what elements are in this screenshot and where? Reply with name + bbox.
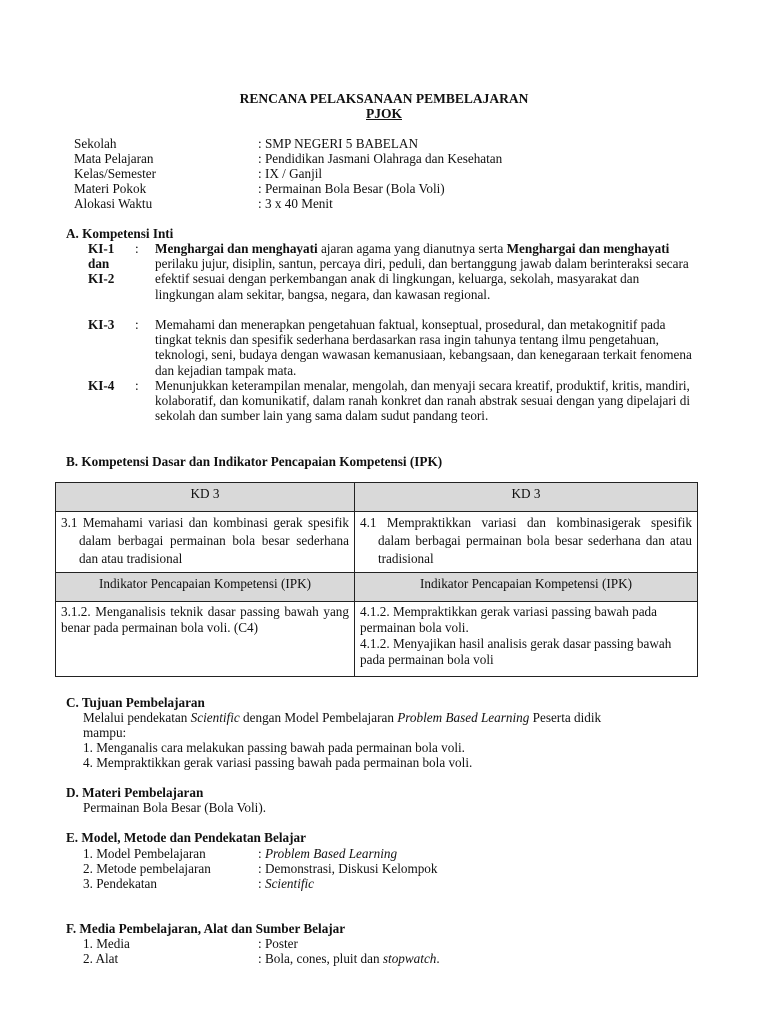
- kd-right-text: 4.1 Mempraktikkan variasi dan kombinasigerak spesifik dalam berbagai permainan bola besar sederhana dan atau tradisional: [360, 515, 692, 566]
- ki3-colon: :: [135, 317, 139, 332]
- ki1-text: [155, 241, 700, 302]
- intro-text-1: Melalui pendekatan: [83, 710, 191, 725]
- ki1-bold-1: Menghargai dan menghayati: [155, 241, 318, 256]
- identity-value: : SMP NEGERI 5 BABELAN: [258, 136, 418, 151]
- ki1-label-dan: dan: [88, 256, 110, 271]
- ki4-colon: :: [135, 378, 139, 393]
- identity-label: Alokasi Waktu: [74, 196, 153, 211]
- ki4-label: KI-4: [88, 378, 115, 393]
- model-value: Problem Based Learning: [264, 846, 398, 861]
- section-a-heading: A. Kompetensi Inti: [66, 226, 174, 241]
- section-d-heading: D. Materi Pembelajaran: [66, 785, 204, 800]
- ki1-bold-2: Menghargai dan menghayati: [506, 241, 670, 256]
- ki1-text-2: perilaku jujur, disiplin, santun, percaya diri, peduli, dan bertanggung jawab dalam berinteraksi secara efektif sesuai dengan perkembangan anak di lingkungan, keluarga, sekolah, masyarakat dan lingkungan alam sekitar, bangsa, negara, dan kawasan regional.: [155, 256, 689, 302]
- kd-table: [55, 482, 698, 677]
- kd-cell-left: [56, 512, 355, 573]
- intro-text-3: Peserta didik: [529, 710, 602, 725]
- section-e-row-value: [258, 876, 314, 891]
- ki4-text: Menunjukkan keterampilan menalar, mengolah, dan menyaji secara kreatif, produktif, kritis, mandiri, kolaboratif, dan komunikatif, dalam ranah konkret dan ranah abstrak sesuai dengan yang dipelajari di sekolah dan sumber lain yang sama dalam sudut pandang teori.: [155, 378, 691, 424]
- metode-value: Demonstrasi, Diskusi Kelompok: [264, 861, 438, 876]
- document-title: RENCANA PELAKSANAAN PEMBELAJARAN: [239, 91, 529, 106]
- section-d-text: Permainan Bola Besar (Bola Voli).: [83, 800, 267, 815]
- alat-end: .: [436, 951, 440, 966]
- section-e-row-value: [258, 861, 438, 876]
- kd-header-left: KD 3: [56, 483, 355, 512]
- section-f-alat-label: 2. Alat: [83, 951, 119, 966]
- identity-label: Mata Pelajaran: [74, 151, 154, 166]
- colon: :: [258, 846, 265, 861]
- ipk-cell-right: [355, 602, 698, 677]
- section-c-intro-line2: mampu:: [83, 725, 127, 740]
- kd-header-right: KD 3: [355, 483, 698, 512]
- kd-left-text: 3.1 Memahami variasi dan kombinasi gerak spesifik dalam berbagai permainan bola besar sederhana dan atau tradisional: [61, 515, 349, 566]
- identity-label: Sekolah: [74, 136, 117, 151]
- identity-value: : 3 x 40 Menit: [258, 196, 333, 211]
- section-b-heading: B. Kompetensi Dasar dan Indikator Pencapaian Kompetensi (IPK): [66, 454, 443, 469]
- ki3-label: KI-3: [88, 317, 115, 332]
- alat-italic: stopwatch: [382, 951, 437, 966]
- section-c-heading: C. Tujuan Pembelajaran: [66, 695, 205, 710]
- section-e-row-label: 1. Model Pembelajaran: [83, 846, 206, 861]
- identity-value: : Pendidikan Jasmani Olahraga dan Kesehatan: [258, 151, 503, 166]
- intro-text-2: dengan Model Pembelajaran: [239, 710, 398, 725]
- intro-italic-2: Problem Based Learning: [397, 710, 530, 725]
- section-e-heading: E. Model, Metode dan Pendekatan Belajar: [66, 830, 306, 845]
- pendekatan-value: Scientific: [264, 876, 315, 891]
- document-subtitle: PJOK: [366, 106, 402, 121]
- section-c-item-1: 1. Menganalis cara melakukan passing bawah pada permainan bola voli.: [83, 740, 465, 755]
- kd-cell-right: [355, 512, 698, 573]
- ipk-left-text: 3.1.2. Menganalisis teknik dasar passing bawah yang benar pada permainan bola voli. (C4): [56, 602, 355, 677]
- ki2-label: KI-2: [88, 271, 115, 286]
- section-f-media-value: : Poster: [258, 936, 298, 951]
- ki1-text-1: ajaran agama yang dianutnya serta: [317, 241, 507, 256]
- section-c-item-2: 4. Mempraktikkan gerak variasi passing bawah pada permainan bola voli.: [83, 755, 473, 770]
- colon: :: [258, 861, 265, 876]
- section-e-row-value: [258, 846, 397, 861]
- section-f-heading: F. Media Pembelajaran, Alat dan Sumber Belajar: [66, 921, 346, 936]
- section-f-alat-value: [258, 951, 440, 966]
- ki3-text: Memahami dan menerapkan pengetahuan faktual, konseptual, prosedural, dan metakognitif pada tingkat teknis dan spesifik sederhana berdasarkan rasa ingin tahunya tentang ilmu pengetahuan, teknologi, seni, budaya dengan wawasan kemanusiaan, kebangsaan, dan kenegaraan terkait fenomena dan kejadian tampak mata.: [155, 317, 692, 378]
- table-row: [56, 512, 698, 573]
- section-c-intro: [83, 710, 601, 725]
- section-e-row-label: 2. Metode pembelajaran: [83, 861, 211, 876]
- colon: :: [258, 876, 265, 891]
- table-row: [56, 483, 698, 512]
- identity-value: : IX / Ganjil: [258, 166, 323, 181]
- alat-text: : Bola, cones, pluit dan: [258, 951, 383, 966]
- identity-label: Materi Pokok: [74, 181, 147, 196]
- ipk-right-item-1: 4.1.2. Mempraktikkan gerak variasi passing bawah pada permainan bola voli.: [360, 604, 657, 635]
- table-row: [56, 602, 698, 677]
- ipk-header-right: Indikator Pencapaian Kompetensi (IPK): [355, 573, 698, 602]
- identity-value: : Permainan Bola Besar (Bola Voli): [258, 181, 445, 196]
- ipk-header-left: Indikator Pencapaian Kompetensi (IPK): [56, 573, 355, 602]
- ipk-right-item-2: 4.1.2. Menyajikan hasil analisis gerak dasar passing bawah pada permainan bola voli: [360, 636, 672, 667]
- table-row: [56, 573, 698, 602]
- section-e-row-label: 3. Pendekatan: [83, 876, 157, 891]
- ki1-label: KI-1: [88, 241, 115, 256]
- intro-italic-1: Scientific: [190, 710, 240, 725]
- identity-label: Kelas/Semester: [74, 166, 157, 181]
- section-f-media-label: 1. Media: [83, 936, 130, 951]
- ki1-colon: :: [135, 241, 139, 256]
